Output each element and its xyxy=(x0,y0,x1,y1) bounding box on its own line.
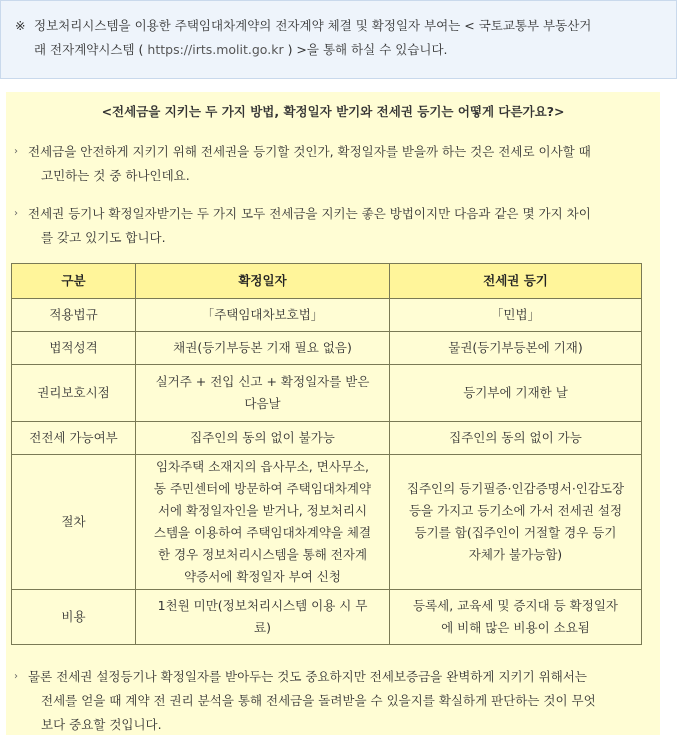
system-url-link[interactable]: https://irts.molit.go.kr xyxy=(147,42,284,57)
row-label: 비용 xyxy=(12,590,136,645)
table-cell: 1천원 미만(정보처리시스템 이용 시 무 료) xyxy=(136,590,390,645)
row-label: 전전세 가능여부 xyxy=(12,422,136,455)
table-cell: 등록세, 교육세 및 증지대 등 확정일자 에 비해 많은 비용이 소요됨 xyxy=(390,590,642,645)
table-cell: 실거주 + 전입 신고 + 확정일자를 받은 다음날 xyxy=(136,365,390,422)
paragraph-2-line-1: 전세권 등기나 확정일자받기는 두 가지 모두 전세금을 지키는 좋은 방법이지만 다음과 같은 몇 가지 차이 xyxy=(28,206,591,221)
bullet-arrow-icon: › xyxy=(14,208,18,219)
table-header-row xyxy=(12,264,642,299)
table-cell: 집주인의 동의 없이 가능 xyxy=(390,422,642,455)
table-cell: 집주인의 등기필증·인감증명서·인감도장 등을 가지고 등기소에 가서 전세권 설정 등기를 함(집주인이 거절할 경우 등기 자체가 불가능함) xyxy=(390,455,642,590)
comparison-table xyxy=(11,263,642,645)
paragraph-1-line-1: 전세금을 안전하게 지키기 위해 전세권을 등기할 것인가, 확정일자를 받을까 하는 것은 전세로 이사할 때 xyxy=(28,144,591,159)
row-label: 권리보호시점 xyxy=(12,365,136,422)
table-cell: 집주인의 동의 없이 불가능 xyxy=(136,422,390,455)
table-cell: 물권(등기부등본에 기재) xyxy=(390,332,642,365)
table-row xyxy=(12,299,642,332)
paragraph-3-line-1: 물론 전세권 설정등기나 확정일자를 받아두는 것도 중요하지만 전세보증금을 완벽하게 지키기 위해서는 xyxy=(28,669,587,684)
bullet-arrow-icon: › xyxy=(14,671,18,682)
table-row xyxy=(12,590,642,645)
table-row xyxy=(12,455,642,590)
row-label: 절차 xyxy=(12,455,136,590)
notice-banner xyxy=(0,0,677,79)
paragraph-1-line-2: 고민하는 것 중 하나인데요. xyxy=(41,168,190,183)
table-cell: 「민법」 xyxy=(390,299,642,332)
reference-mark: ※ xyxy=(15,18,26,33)
notice-line-2-start: 래 전자계약시스템 ( xyxy=(34,42,144,57)
table-cell: 등기부에 기재한 날 xyxy=(390,365,642,422)
table-cell: 채권(등기부등본 기재 필요 없음) xyxy=(136,332,390,365)
paragraph-3-line-3: 보다 중요할 것입니다. xyxy=(41,717,162,732)
paragraph-2-line-2: 를 갖고 있기도 합니다. xyxy=(41,230,166,245)
notice-line-1: 정보처리시스템을 이용한 주택임대차계약의 전자계약 체결 및 확정일자 부여는 < 국토교통부 부동산거 xyxy=(34,18,592,33)
table-row xyxy=(12,332,642,365)
table-cell: 임차주택 소재지의 읍사무소, 면사무소, 동 주민센터에 방문하여 주택임대차계약 서에 확정일자인을 받거나, 정보처리시 스템을 이용하여 주택임대차계약을 체결 한 경우 정보처리시스템을 통해 전자계 약증서에 확정일자 부여 신청 xyxy=(136,455,390,590)
table-cell: 「주택임대차보호법」 xyxy=(136,299,390,332)
table-row xyxy=(12,422,642,455)
bullet-arrow-icon: › xyxy=(14,146,18,157)
paragraph-3-line-2: 전세를 얻을 때 계약 전 권리 분석을 통해 전세금을 돌려받을 수 있을지를 확실하게 판단하는 것이 무엇 xyxy=(41,693,596,708)
header-fixed-date: 확정일자 xyxy=(136,264,390,299)
box-title: <전세금을 지키는 두 가지 방법, 확정일자 받기와 전세권 등기는 어떻게 다른가요?> xyxy=(101,104,565,119)
table-row xyxy=(12,365,642,422)
row-label: 적용법규 xyxy=(12,299,136,332)
header-category: 구분 xyxy=(12,264,136,299)
header-jeonse-registration: 전세권 등기 xyxy=(390,264,642,299)
notice-line-2 xyxy=(34,38,448,62)
notice-line-2-end: ) >을 통해 하실 수 있습니다. xyxy=(287,42,448,57)
row-label: 법적성격 xyxy=(12,332,136,365)
paragraph-2 xyxy=(14,202,654,250)
paragraph-3 xyxy=(14,665,654,737)
paragraph-1 xyxy=(14,140,654,188)
info-box xyxy=(6,92,660,735)
